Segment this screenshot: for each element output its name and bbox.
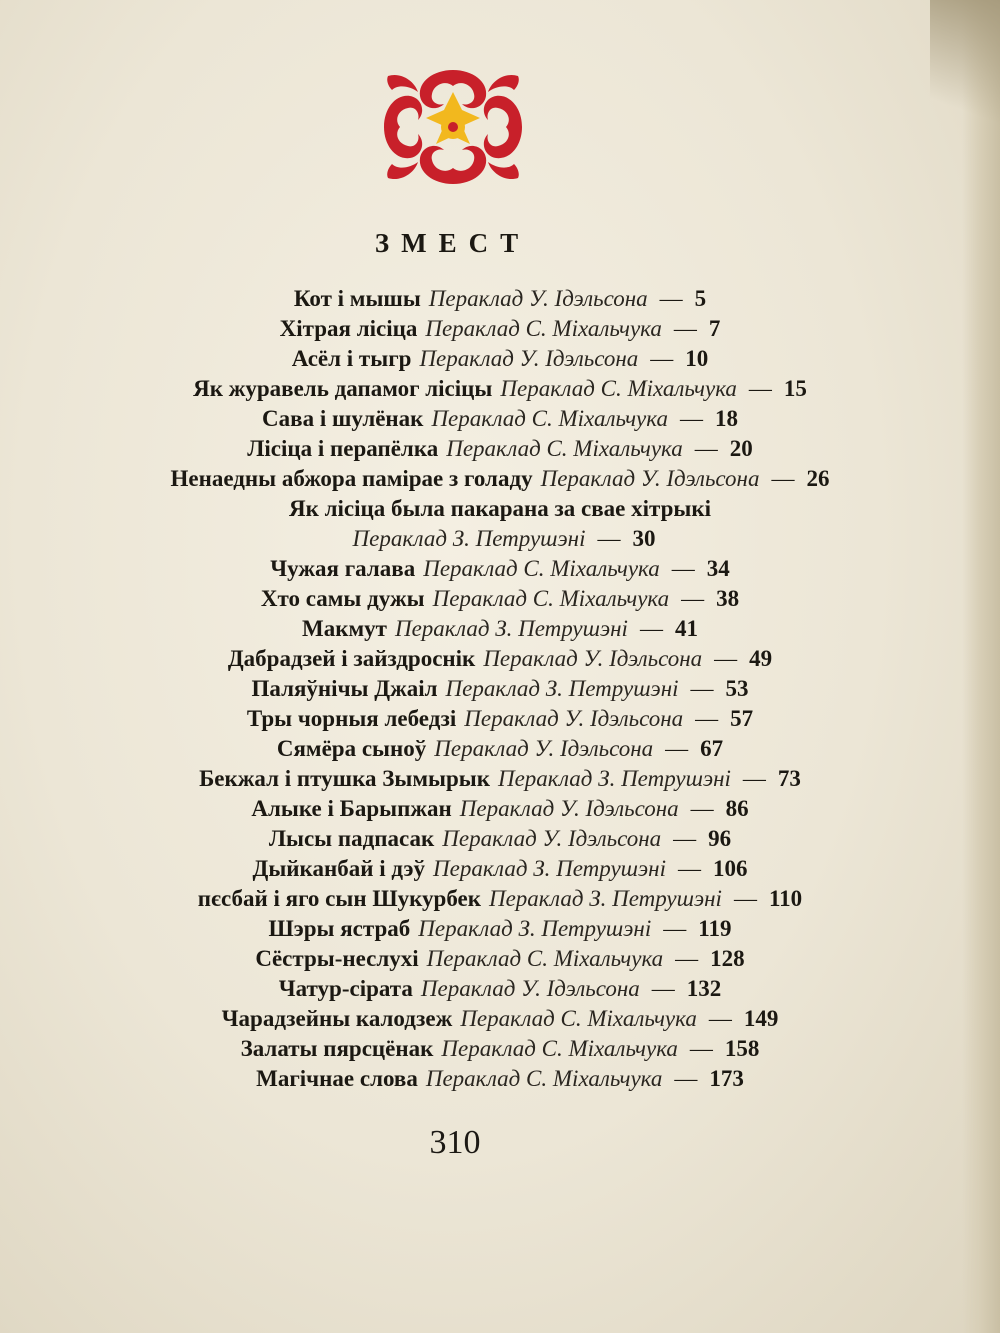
entry-dash: — [639, 616, 663, 641]
entry-title: Дыйканбай і дэў [252, 856, 425, 881]
entry-translator: Пераклад С. Міхальчука [432, 586, 670, 611]
toc-entry[interactable] [0, 313, 1000, 345]
entry-title: Чужая галава [270, 556, 416, 581]
entry-translator: Пераклад С. Міхальчука [441, 1036, 678, 1061]
toc-entry[interactable] [0, 763, 1000, 795]
entry-translator: Пераклад С. Міхальчука [425, 316, 662, 341]
entry-dash: — [674, 1066, 698, 1091]
entry-translator: Пераклад З. Петрушэні [352, 526, 586, 551]
toc-entry[interactable] [0, 1003, 1000, 1035]
entry-translator: Пераклад С. Міхальчука [423, 556, 660, 581]
toc-entry[interactable] [0, 913, 1000, 945]
toc-entry-continuation[interactable] [0, 523, 1000, 555]
entry-translator: Пераклад С. Міхальчука [425, 1066, 663, 1091]
toc-entry[interactable] [0, 733, 1000, 765]
entry-translator: Пераклад У. Ідэльсона [483, 646, 703, 671]
toc-entry[interactable] [0, 373, 1000, 405]
entry-page: 10 [685, 346, 709, 371]
entry-dash: — [694, 436, 718, 461]
entry-title: Шэры ястраб [268, 916, 411, 941]
entry-title: Магічнае слова [256, 1066, 418, 1091]
entry-translator: Пераклад С. Міхальчука [460, 1006, 697, 1031]
entry-translator: Пераклад З. Петрушэні [394, 616, 628, 641]
entry-page: 96 [708, 826, 732, 851]
entry-translator: Пераклад С. Міхальчука [446, 436, 683, 461]
entry-dash: — [748, 376, 772, 401]
entry-translator: Пераклад У. Ідэльсона [442, 826, 662, 851]
contents-heading: ЗМЕСТ [374, 228, 531, 258]
entry-page: 5 [694, 286, 707, 311]
entry-translator: Пераклад З. Петрушэні [497, 766, 731, 791]
entry-page: 132 [686, 976, 722, 1001]
entry-title: Чатур-сірата [278, 976, 413, 1001]
entry-title: Тры чорныя лебедзі [246, 706, 457, 731]
entry-dash: — [677, 856, 701, 881]
entry-title: Сава і шулёнак [262, 406, 424, 431]
entry-dash: — [771, 466, 795, 491]
entry-title: Чарадзейны калодзеж [221, 1006, 453, 1031]
toc-entry[interactable] [0, 613, 1000, 645]
entry-dash: — [690, 796, 714, 821]
entry-title: Дабрадзей і зайздроснік [227, 646, 476, 671]
toc-entry[interactable] [0, 973, 1000, 1005]
entry-title: Макмут [302, 616, 387, 641]
entry-page: 86 [725, 796, 749, 821]
toc-entry[interactable] [0, 943, 1000, 975]
entry-page: 158 [724, 1036, 760, 1061]
entry-title: Ненаедны абжора паміpae з голаду [170, 466, 533, 491]
entry-page: 57 [730, 706, 754, 731]
entry-page: 34 [706, 556, 730, 581]
entry-translator: Пераклад С. Міхальчука [500, 376, 737, 401]
entry-title: Залаты пярсцёнак [240, 1036, 434, 1061]
toc-entry[interactable] [0, 403, 1000, 435]
entry-dash: — [733, 886, 757, 911]
entry-dash: — [690, 676, 714, 701]
entry-dash: — [650, 346, 674, 371]
entry-page: 128 [710, 946, 745, 971]
toc-entry[interactable] [0, 1063, 1000, 1095]
entry-translator: Пераклад З. Петрушэні [488, 886, 722, 911]
entry-page: 38 [716, 586, 740, 611]
toc-entry[interactable] [0, 793, 1000, 825]
entry-title: Асёл і тыгр [291, 346, 412, 371]
entry-translator: Пераклад У. Ідэльсона [434, 736, 654, 761]
entry-dash: — [673, 826, 697, 851]
entry-title: Сямёра сыноў [276, 736, 427, 761]
entry-page: 30 [632, 526, 656, 551]
entry-page: 119 [698, 916, 732, 941]
entry-title: Сёстры-неслухі [255, 946, 419, 971]
page-corner-shadow [930, 0, 1000, 130]
toc-entry[interactable] [0, 823, 1000, 855]
entry-title: Як лісіца была пакарана за свае хітрыкі [288, 496, 711, 521]
entry-title: Лысы падпасак [268, 826, 435, 851]
entry-translator: Пераклад У. Ідэльсона [420, 976, 640, 1001]
toc-entry[interactable] [0, 1033, 1000, 1065]
entry-page: 67 [700, 736, 724, 761]
toc-entry[interactable] [0, 283, 1000, 315]
toc-entry[interactable] [0, 703, 1000, 735]
toc-entry[interactable] [0, 583, 1000, 615]
entry-dash: — [689, 1036, 713, 1061]
entry-dash: — [671, 556, 695, 581]
entry-title: Паляўнічы Джаіл [251, 676, 438, 701]
entry-dash: — [681, 586, 705, 611]
entry-translator: Пераклад З. Петрушэні [418, 916, 652, 941]
entry-page: 53 [725, 676, 749, 701]
entry-page: 20 [729, 436, 753, 461]
entry-translator: Пераклад У. Ідэльсона [464, 706, 684, 731]
toc-entry[interactable] [0, 343, 1000, 375]
toc-entry[interactable] [0, 673, 1000, 705]
toc-entry[interactable] [0, 463, 1000, 495]
entry-translator: Пераклад З. Петрушэні [433, 856, 666, 881]
entry-translator: Пераклад У. Ідэльсона [419, 346, 639, 371]
entry-dash: — [708, 1006, 732, 1031]
entry-dash: — [597, 526, 621, 551]
entry-page: 110 [768, 886, 803, 911]
entry-title: Кот і мышы [293, 286, 421, 311]
entry-translator: Пераклад У. Ідэльсона [428, 286, 648, 311]
entry-dash: — [651, 976, 675, 1001]
entry-title: пєсбай і яго сын Шукурбек [197, 886, 481, 911]
entry-translator: Пераклад У. Ідэльсона [540, 466, 760, 491]
entry-page: 149 [743, 1006, 779, 1031]
entry-dash: — [659, 286, 683, 311]
entry-dash: — [714, 646, 738, 671]
entry-translator: Пераклад У. Ідэльсона [459, 796, 679, 821]
toc-entry[interactable] [0, 883, 1000, 915]
entry-dash: — [742, 766, 766, 791]
toc-entry[interactable] [0, 433, 1000, 465]
toc-entry[interactable] [0, 643, 1000, 675]
entry-dash: — [695, 706, 719, 731]
entry-dash: — [679, 406, 703, 431]
entry-page: 173 [709, 1066, 744, 1091]
entry-translator: Пераклад С. Міхальчука [431, 406, 668, 431]
entry-page: 106 [712, 856, 748, 881]
entry-page: 26 [806, 466, 830, 491]
entry-title: Алыке і Барыпжан [251, 796, 452, 821]
entry-title: Хітрая лісіца [279, 316, 418, 341]
entry-title: Лісіца і перапёлка [247, 436, 439, 461]
entry-translator: Пераклад З. Петрушэні [445, 676, 679, 701]
entry-dash: — [663, 916, 687, 941]
toc-entry[interactable] [0, 553, 1000, 585]
entry-title: Як журавель дапамог лісіцы [193, 376, 493, 401]
entry-page: 73 [777, 766, 801, 791]
entry-page: 7 [708, 316, 721, 341]
toc-entry[interactable] [0, 853, 1000, 885]
toc-entry[interactable] [0, 493, 1000, 525]
ornament-icon [378, 62, 528, 192]
entry-title: Хто самы дужы [260, 586, 425, 611]
page-number: 310 [429, 1124, 481, 1161]
entry-dash: — [673, 316, 697, 341]
entry-dash: — [675, 946, 699, 971]
entry-title: Бекжал і птушка Зымырык [199, 766, 490, 791]
entry-dash: — [665, 736, 689, 761]
entry-page: 49 [749, 646, 773, 671]
entry-translator: Пераклад С. Міхальчука [426, 946, 664, 971]
entry-page: 41 [674, 616, 698, 641]
entry-page: 18 [714, 406, 738, 431]
entry-page: 15 [783, 376, 807, 401]
